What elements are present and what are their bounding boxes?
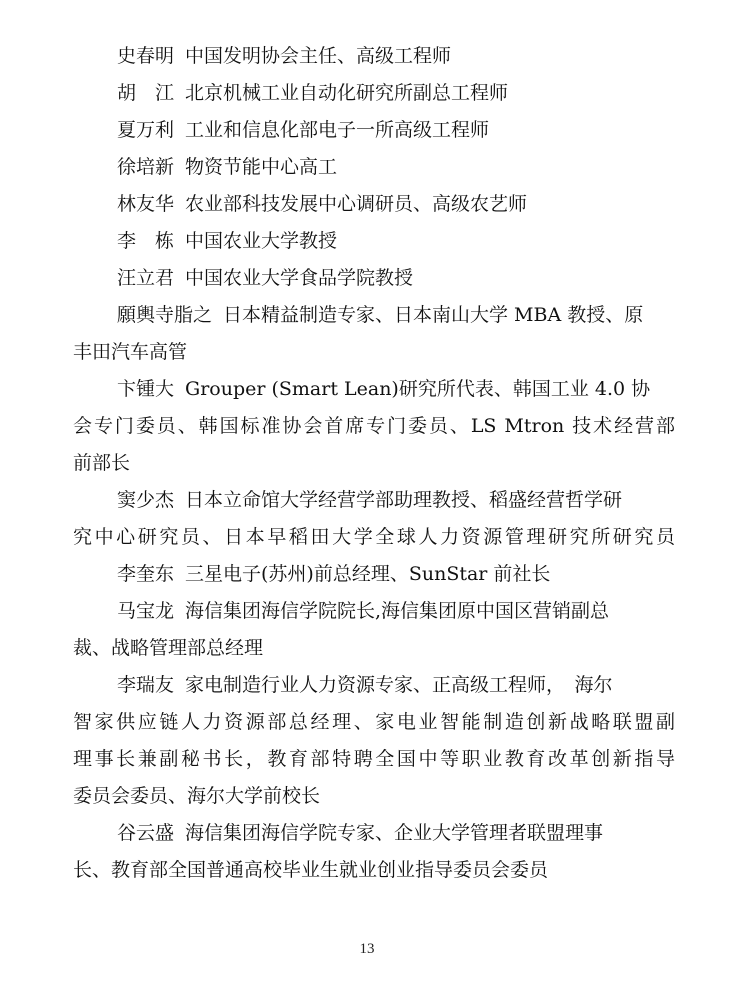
- person-title: 日本立命馆大学经营学部助理教授、稻盛经营哲学研: [185, 489, 623, 511]
- entry-line: [73, 223, 675, 260]
- person-name: 马宝龙: [117, 600, 175, 622]
- entry-continuation-line: 委员会委员、海尔大学前校长: [73, 785, 321, 807]
- person-title: 工业和信息化部电子一所高级工程师: [185, 119, 490, 141]
- person-name: 林友华: [117, 193, 175, 215]
- person-title: 中国农业大学食品学院教授: [185, 267, 414, 289]
- entry-continuation-line: 丰田汽车高管: [73, 341, 188, 363]
- person-name: 汪立君: [117, 267, 175, 289]
- entry-line: [73, 38, 675, 75]
- person-title: Grouper (Smart Lean)研究所代表、韩国工业 4.0 协: [185, 378, 651, 400]
- entry-continuation-line: 前部长: [73, 452, 131, 474]
- person-name: 李 栋: [117, 230, 175, 252]
- entry-line: [73, 297, 675, 334]
- entry-line: [73, 667, 675, 704]
- entry-line: [73, 482, 675, 519]
- entry-continuation-line: 会专门委员、韩国标准协会首席专门委员、LS Mtron 技术经营部: [73, 415, 675, 437]
- person-title: 家电制造行业人力资源专家、正高级工程师， 海尔: [185, 674, 613, 696]
- person-title: 日本精益制造专家、日本南山大学 MBA 教授、原: [223, 304, 644, 326]
- person-title: 农业部科技发展中心调研员、高级农艺师: [185, 193, 528, 215]
- person-name: 願輿寺脂之: [117, 304, 213, 326]
- page-number: 13: [359, 941, 375, 957]
- person-name: 李奎东: [117, 563, 175, 585]
- entry-line: [73, 260, 675, 297]
- entry-continuation-line: 裁、战略管理部总经理: [73, 637, 264, 659]
- document-body: [73, 38, 675, 889]
- entry-line: [73, 186, 675, 223]
- entry-continuation-line: 长、教育部全国普通高校毕业生就业创业指导委员会委员: [73, 859, 549, 881]
- person-title: 物资节能中心高工: [185, 156, 338, 178]
- entry-continuation-line: 智家供应链人力资源部总经理、家电业智能制造创新战略联盟副: [73, 711, 675, 733]
- entry-line: [73, 112, 675, 149]
- person-title: 海信集团海信学院院长,海信集团原中国区营销副总: [185, 600, 610, 622]
- entry-line: [73, 556, 675, 593]
- person-title: 三星电子(苏州)前总经理、SunStar 前社长: [185, 563, 551, 585]
- person-name: 夏万利: [117, 119, 175, 141]
- entry-line: [73, 815, 675, 852]
- person-name: 李瑞友: [117, 674, 175, 696]
- person-title: 中国发明协会主任、高级工程师: [185, 45, 452, 67]
- person-title: 海信集团海信学院专家、企业大学管理者联盟理事: [185, 822, 604, 844]
- entry-continuation-line: 究中心研究员、日本早稻田大学全球人力资源管理研究所研究员: [73, 526, 675, 548]
- entry-line: [73, 593, 675, 630]
- entry-line: [73, 149, 675, 186]
- person-name: 史春明: [117, 45, 175, 67]
- person-name: 窦少杰: [117, 489, 175, 511]
- person-name: 卞锺大: [117, 378, 175, 400]
- entry-continuation-line: 理事长兼副秘书长，教育部特聘全国中等职业教育改革创新指导: [73, 748, 675, 770]
- person-title: 中国农业大学教授: [185, 230, 338, 252]
- person-name: 胡 江: [117, 82, 175, 104]
- person-name: 徐培新: [117, 156, 175, 178]
- entry-line: [73, 371, 675, 408]
- person-name: 谷云盛: [117, 822, 175, 844]
- entry-line: [73, 75, 675, 112]
- person-title: 北京机械工业自动化研究所副总工程师: [185, 82, 509, 104]
